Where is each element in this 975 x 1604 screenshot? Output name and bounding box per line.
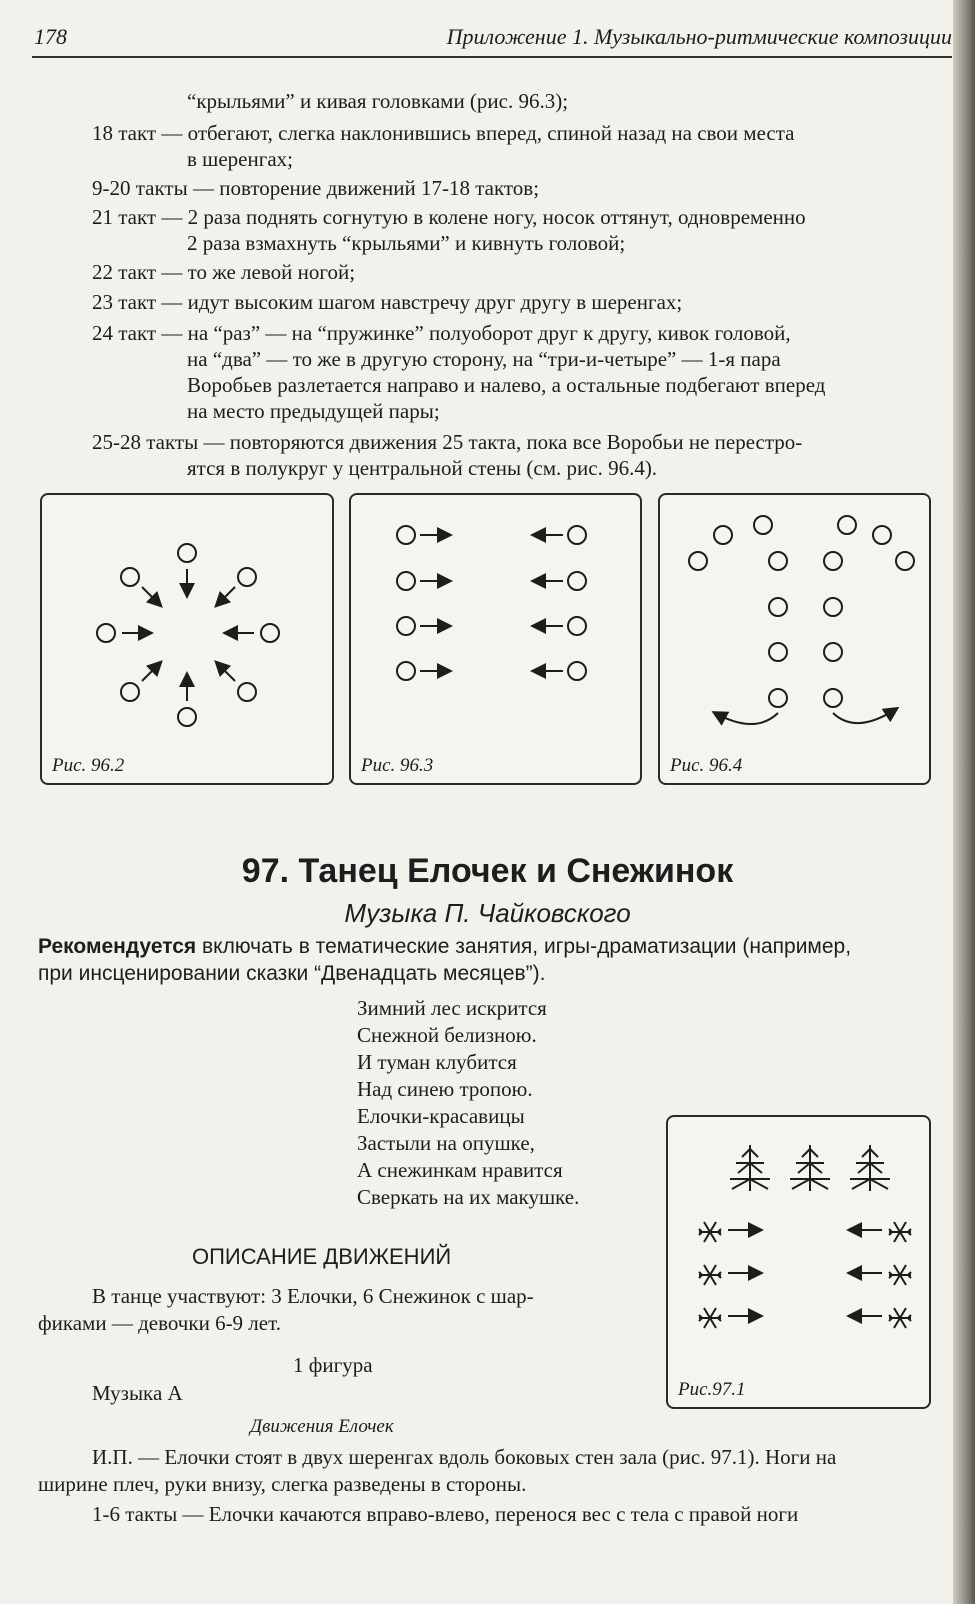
tree-icon <box>730 1145 770 1191</box>
movements-heading: Движения Елочек <box>250 1416 394 1437</box>
text-line: 24 такт — на “раз” — на “пружинке” полуоборот друг к другу, кивок головой, <box>92 321 791 345</box>
text-line: на “два” — то же в другую сторону, на “три-и-четыре” — 1-я пара <box>187 347 781 371</box>
snowflake-icon <box>889 1308 911 1328</box>
figure-label: 1 фигура <box>293 1353 373 1377</box>
text-line: 21 такт — 2 раза поднять согнутую в колене ногу, носок оттянут, одновременно <box>92 205 806 229</box>
header-rule <box>32 56 952 58</box>
snowflake-icon <box>699 1222 721 1242</box>
recommend-rest: включать в тематические занятия, игры-драматизации (например, <box>196 935 852 958</box>
participants-line: фиками — девочки 6-9 лет. <box>38 1311 281 1335</box>
text-line: 23 такт — идут высоким шагом навстречу друг другу в шеренгах; <box>92 290 683 314</box>
description-heading: ОПИСАНИЕ ДВИЖЕНИЙ <box>192 1244 452 1269</box>
participants-line: В танце участвуют: 3 Елочки, 6 Снежинок с шар- <box>92 1284 534 1308</box>
poem-line: Сверкать на их макушке. <box>357 1185 580 1209</box>
running-head: Приложение 1. Музыкально-ритмические композиции <box>446 24 952 49</box>
figure-96-4 <box>658 493 931 785</box>
recommend-line <box>38 934 932 960</box>
semicircle-diagram <box>660 495 929 783</box>
poem-line: Зимний лес искрится <box>357 996 547 1020</box>
two-lines-diagram <box>351 495 640 783</box>
page-edge <box>953 0 975 1604</box>
section-title: 97. Танец Елочек и Снежинок <box>241 852 734 890</box>
text-line: 25-28 такты — повторяются движения 25 такта, пока все Воробьи не перестро- <box>92 430 803 454</box>
figure-96-2 <box>40 493 334 785</box>
page-header <box>32 18 952 54</box>
poem-line: А снежинкам нравится <box>357 1158 563 1182</box>
music-label: Музыка А <box>92 1381 183 1405</box>
text-line: 22 такт — то же левой ногой; <box>92 260 356 284</box>
ip-line: ширине плеч, руки внизу, слегка разведены в стороны. <box>38 1472 527 1496</box>
poem-line: Снежной белизною. <box>357 1023 537 1047</box>
snowflake-icon <box>699 1308 721 1328</box>
section-subtitle: Музыка П. Чайковского <box>344 898 631 928</box>
tree-icon <box>850 1145 890 1191</box>
poem-line: И туман клубится <box>357 1050 517 1074</box>
trees-snowflakes-diagram <box>668 1117 929 1407</box>
recommend-bold: Рекомендуется <box>38 935 197 958</box>
text-line: в шеренгах; <box>187 147 293 171</box>
snowflake-icon <box>889 1222 911 1242</box>
snowflake-icon <box>889 1265 911 1285</box>
ip-line: И.П. — Елочки стоят в двух шеренгах вдоль боковых стен зала (рис. 97.1). Ноги на <box>92 1445 837 1469</box>
figure-96-3 <box>349 493 642 785</box>
tree-icon <box>790 1145 830 1191</box>
figure-caption: Рис. 96.4 <box>670 755 743 776</box>
text-line: 9-20 такты — повторение движений 17-18 тактов; <box>92 176 540 200</box>
recommend-line-2: при инсценировании сказки “Двенадцать месяцев”). <box>38 962 546 985</box>
poem-line: Застыли на опушке, <box>357 1131 535 1155</box>
text-line: ятся в полукруг у центральной стены (см. рис. 96.4). <box>187 456 658 480</box>
poem-line: Над синею тропою. <box>357 1077 533 1101</box>
figure-caption: Рис. 96.2 <box>52 755 125 776</box>
text-line: 2 раза взмахнуть “крыльями” и кивнуть головой; <box>187 231 626 255</box>
figure-caption: Рис. 96.3 <box>361 755 434 776</box>
circle-formation-diagram <box>42 495 332 783</box>
bars-line: 1-6 такты — Елочки качаются вправо-влево, перенося вес с тела с правой ноги <box>92 1502 799 1526</box>
snowflake-icon <box>699 1265 721 1285</box>
page-number: 178 <box>34 24 67 49</box>
poem-line: Елочки-красавицы <box>357 1104 525 1128</box>
figure-97-1 <box>666 1115 931 1409</box>
text-line: “крыльями” и кивая головками (рис. 96.3); <box>187 89 569 113</box>
text-line: Воробьев разлетается направо и налево, а остальные подбегают вперед <box>187 373 826 397</box>
figure-caption: Рис.97.1 <box>678 1379 746 1400</box>
text-line: на место предыдущей пары; <box>187 399 440 423</box>
text-line: 18 такт — отбегают, слегка наклонившись вперед, спиной назад на свои места <box>92 121 795 145</box>
